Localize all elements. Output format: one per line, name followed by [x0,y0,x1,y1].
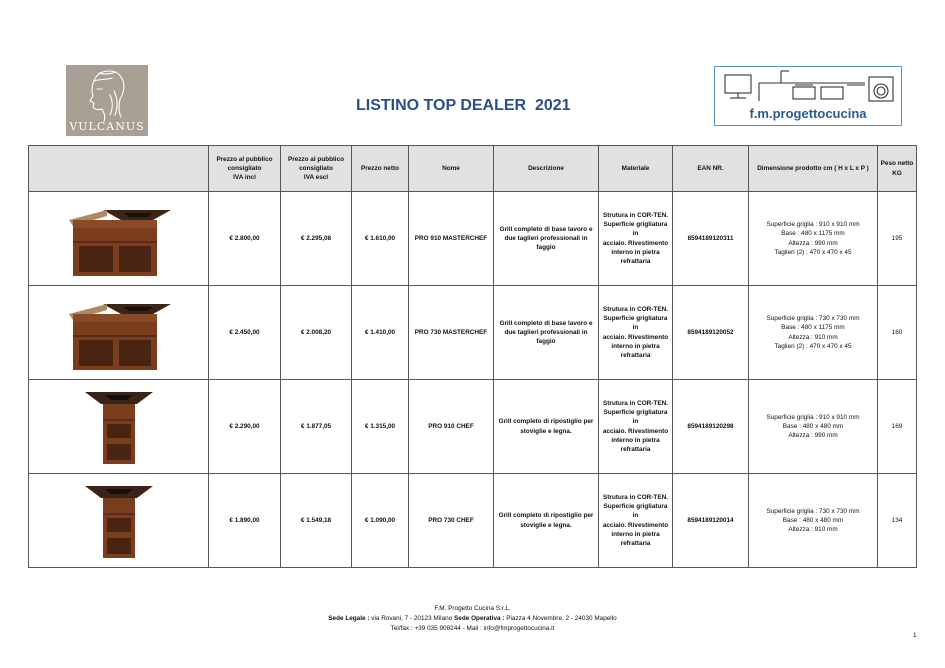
dimensions-cell: Superficie griglia : 730 x 730 mm Base : 480 x 1175 mm Altezza : 910 mm Taglieri (2) : 470 x 470 x 45 [749,286,878,380]
description-cell: Grill completo di ripostiglio per stoviglie e legna. [494,474,599,568]
price-excl-cell: € 2.295,08 [281,192,352,286]
weight-cell: 169 [878,380,917,474]
vulcanus-logo [66,65,148,136]
fm-logo-accent: cucina [825,106,867,121]
material-cell: Strutura in COR-TEN. Superficie grigliatura in acciaio. Rivestimento interno in pietra refrattaria [599,192,673,286]
table-row [29,286,917,380]
fm-progetto-cucina-logo [714,66,902,126]
material-cell: Strutura in COR-TEN. Superficie grigliatura in acciaio. Rivestimento interno in pietra refrattaria [599,474,673,568]
column-header-name: Nome [409,146,494,192]
price-excl-cell: € 2.008,20 [281,286,352,380]
weight-cell: 160 [878,286,917,380]
footer-company: F.M. Progetto Cucina S.r.L. [434,605,511,612]
price-incl-cell: € 2.290,00 [209,380,281,474]
fm-logo-prefix: f.m. [749,106,773,121]
table-row [29,380,917,474]
fm-logo-text [715,104,901,124]
column-header-price-excl: Prezzo al pubblico consigliato IVA escl [281,146,352,192]
name-cell: PRO 910 MASTERCHEF [409,192,494,286]
dimensions-cell: Superficie griglia : 910 x 910 mm Base : 480 x 480 mm Altezza : 990 mm [749,380,878,474]
footer-addresses: Sede Legale : via Rovani, 7 - 20123 Milano Sede Operativa : Piazza 4 Novembre, 2 - 24030 Mapello [328,615,617,622]
dimensions-cell: Superficie griglia : 910 x 910 mm Base : 480 x 1175 mm Altezza : 990 mm Taglieri (2) : 470 x 470 x 45 [749,192,878,286]
price-net-cell: € 1.610,00 [352,192,409,286]
product-image [29,286,209,380]
grill-masterchef-image [63,273,175,280]
table-row [29,474,917,568]
description-cell: Grill completo di ripostiglio per stoviglie e legna. [494,380,599,474]
weight-cell: 134 [878,474,917,568]
fm-logo-mid: progetto [772,106,826,121]
ean-cell: 8594189120298 [673,380,749,474]
column-header-image [29,146,209,192]
column-header-material: Materiale [599,146,673,192]
vulcanus-logo-text: VULCANUS [69,120,145,133]
description-cell: Grill completo di base lavoro e due taglieri professionali in faggio [494,286,599,380]
grill-chef-image [63,555,175,562]
weight-cell: 195 [878,192,917,286]
price-net-cell: € 1.315,00 [352,380,409,474]
page-number: 1 [913,632,917,639]
name-cell: PRO 730 MASTERCHEF [409,286,494,380]
column-header-dimensions: Dimensione prodotto cm ( H x L x P ) [749,146,878,192]
column-header-price-net: Prezzo netto [352,146,409,192]
price-excl-cell: € 1.877,05 [281,380,352,474]
footer-contact: Tel/fax : +39 035 908244 - Mail : info@fmprogettocucina.it [390,625,555,632]
product-image [29,192,209,286]
price-net-cell: € 1.090,00 [352,474,409,568]
name-cell: PRO 730 CHEF [409,474,494,568]
column-header-weight: Peso netto KG [878,146,917,192]
price-incl-cell: € 2.800,00 [209,192,281,286]
column-header-price-incl: Prezzo al pubblico consigliato IVA incl [209,146,281,192]
kitchen-line-icon [715,67,902,105]
column-header-description: Descrizione [494,146,599,192]
ean-cell: 8594189120311 [673,192,749,286]
product-image [29,380,209,474]
description-cell: Grill completo di base lavoro e due taglieri professionali in faggio [494,192,599,286]
material-cell: Strutura in COR-TEN. Superficie grigliatura in acciaio. Rivestimento interno in pietra refrattaria [599,380,673,474]
table-header-row [29,146,917,192]
material-cell: Strutura in COR-TEN. Superficie grigliatura in acciaio. Rivestimento interno in pietra refrattaria [599,286,673,380]
page-title: LISTINO TOP DEALER 2021 [356,97,571,114]
column-header-ean: EAN NR. [673,146,749,192]
ean-cell: 8594189120014 [673,474,749,568]
price-incl-cell: € 1.890,00 [209,474,281,568]
product-image [29,474,209,568]
table-row [29,192,917,286]
price-net-cell: € 1.410,00 [352,286,409,380]
dimensions-cell: Superficie griglia : 730 x 730 mm Base : 480 x 480 mm Altezza : 910 mm [749,474,878,568]
name-cell: PRO 910 CHEF [409,380,494,474]
grill-masterchef-image [63,367,175,374]
price-incl-cell: € 2.450,00 [209,286,281,380]
grill-chef-image [63,461,175,468]
price-excl-cell: € 1.549,18 [281,474,352,568]
ean-cell: 8594189120052 [673,286,749,380]
price-table [28,145,917,568]
